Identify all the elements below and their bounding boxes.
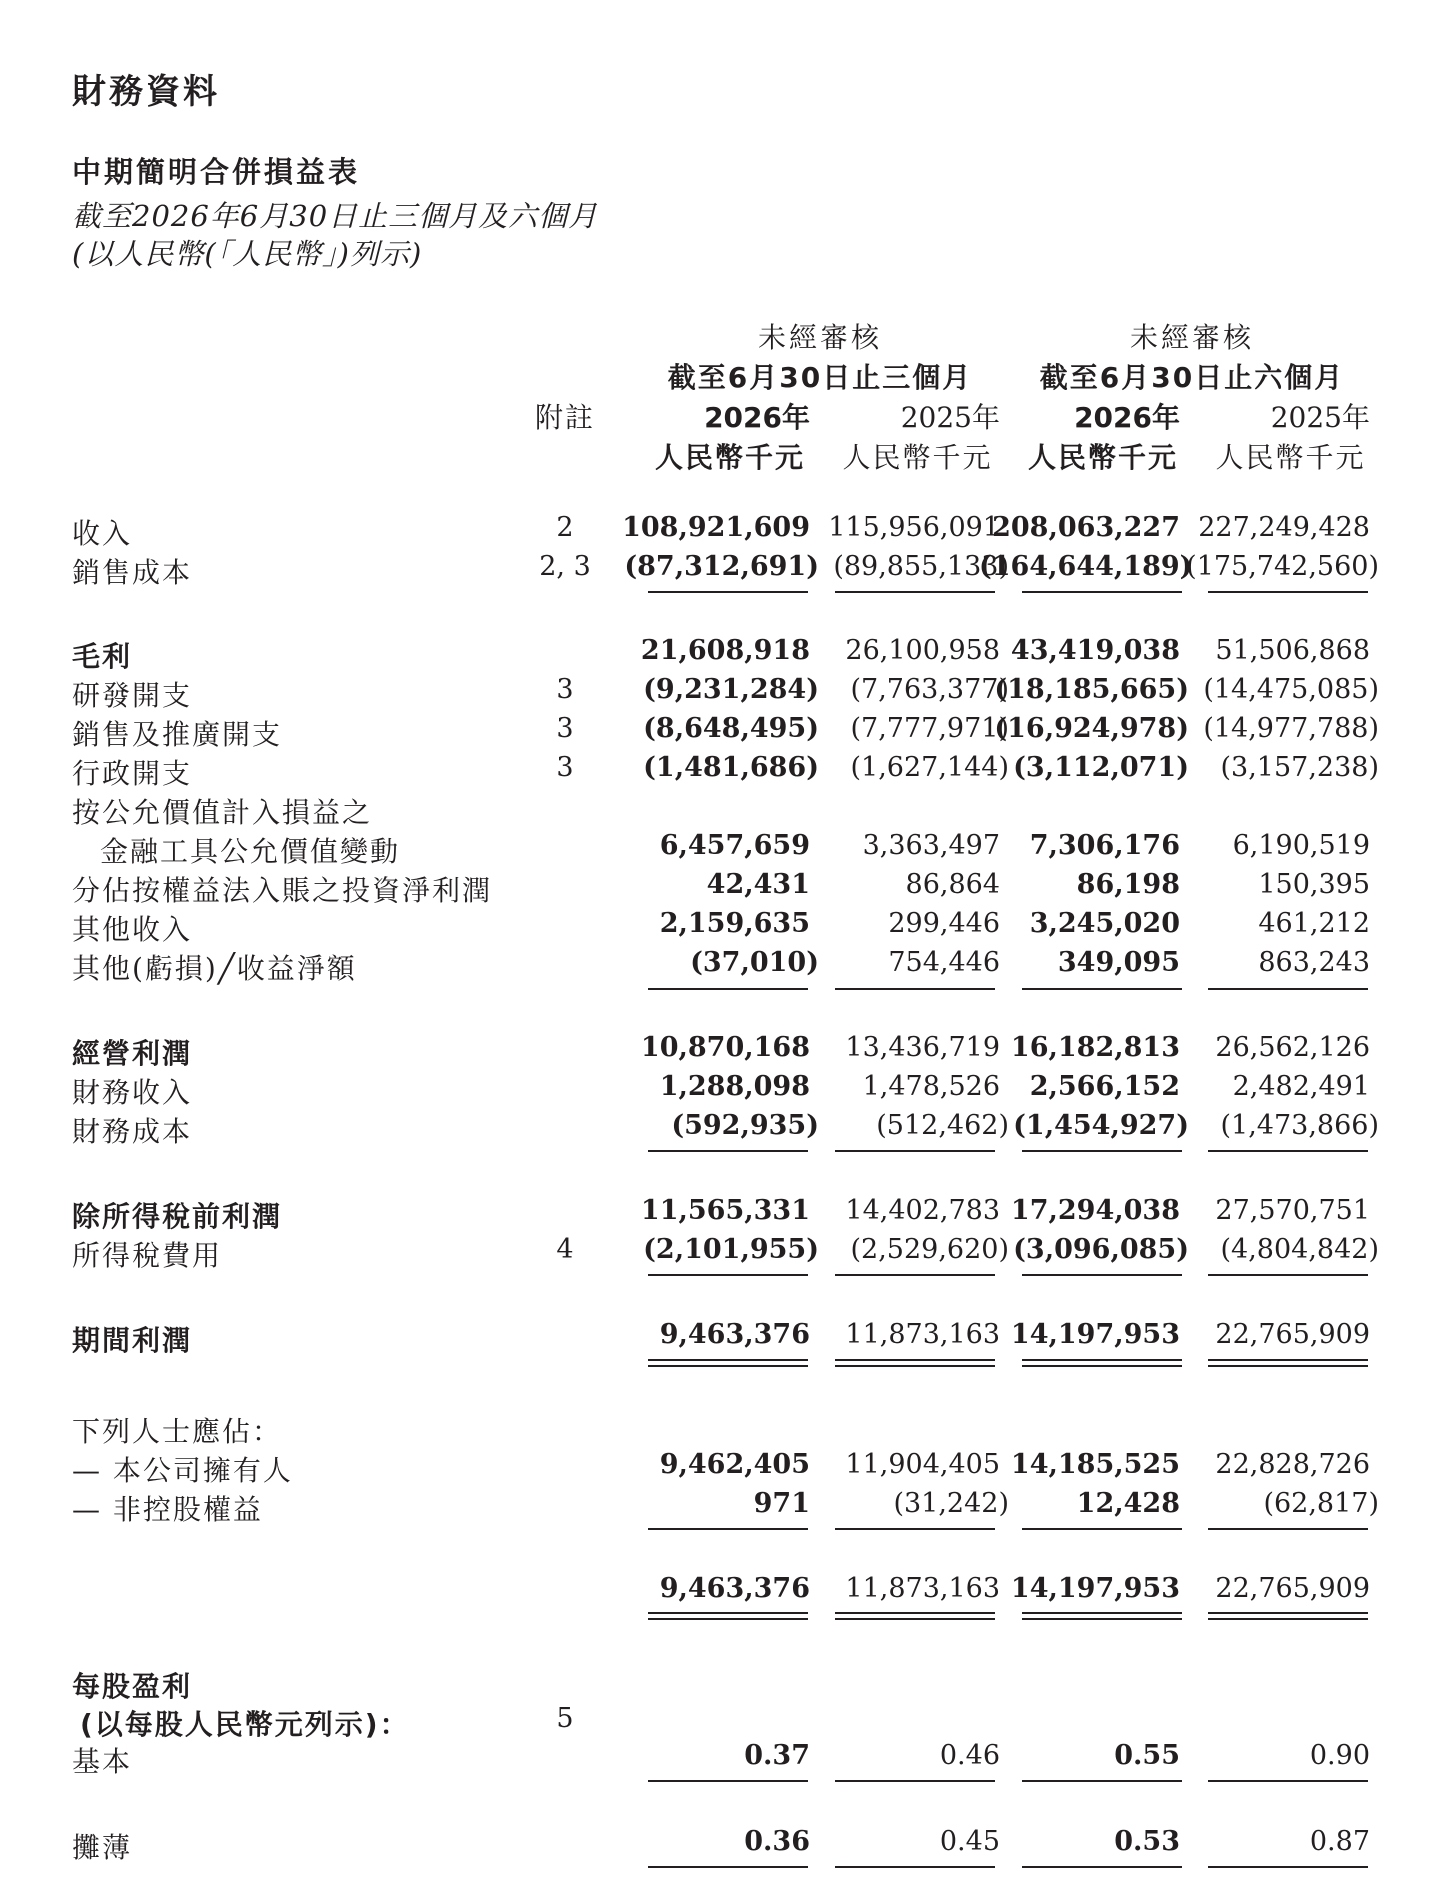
subtotal-rule — [648, 1150, 808, 1152]
value-6m-2025: 27,570,751 — [1215, 1195, 1370, 1226]
value-6m-2025: 461,212 — [1258, 908, 1370, 939]
row-other-gains — [0, 947, 1440, 983]
row-label: 除所得稅前利潤 — [72, 1200, 283, 1233]
row-label: 財務收入 — [72, 1076, 193, 1109]
subtotal-rule — [1022, 1150, 1182, 1152]
value-6m-2025: (62,817) — [1263, 1488, 1379, 1519]
row-label: 其他收入 — [72, 913, 193, 946]
value-3m-2025: (7,777,971) — [850, 713, 1009, 744]
total-rule — [835, 1359, 995, 1361]
period-header-3m: 截至6月30日止三個月 — [667, 361, 973, 394]
row-note: 3 — [556, 752, 574, 783]
subtotal-rule — [835, 591, 995, 593]
value-6m-2026: (16,924,978) — [994, 713, 1189, 744]
row-label: 行政開支 — [72, 757, 193, 790]
row-admin-expenses — [0, 752, 1440, 788]
value-3m-2025: 11,873,163 — [845, 1573, 1000, 1604]
period-header-6m: 截至6月30日止六個月 — [1039, 361, 1345, 394]
row-label: 銷售及推廣開支 — [72, 718, 283, 751]
row-label: 收入 — [72, 517, 133, 550]
value-6m-2026: 208,063,227 — [992, 512, 1180, 543]
value-3m-2025: 0.45 — [939, 1826, 1000, 1857]
subtotal-rule — [1208, 1274, 1368, 1276]
value-6m-2025: 6,190,519 — [1232, 830, 1370, 861]
subtotal-rule — [648, 988, 808, 990]
value-3m-2025: 1,478,526 — [862, 1071, 1000, 1102]
subtotal-rule — [835, 1150, 995, 1152]
value-6m-2025: 22,765,909 — [1215, 1573, 1370, 1604]
row-operating-profit — [0, 1032, 1440, 1068]
value-6m-2025: (14,475,085) — [1203, 674, 1379, 705]
row-note: 5 — [556, 1703, 574, 1734]
row-label: 銷售成本 — [72, 556, 193, 589]
row-label: (以每股人民幣元列示)： — [80, 1708, 410, 1741]
value-3m-2026: 108,921,609 — [622, 512, 810, 543]
row-label: 每股盈利 — [72, 1670, 193, 1703]
value-6m-2026: (3,112,071) — [1013, 752, 1189, 783]
value-3m-2025: (7,763,377) — [850, 674, 1009, 705]
value-3m-2026: (9,231,284) — [643, 674, 819, 705]
row-profit-for-period — [0, 1319, 1440, 1355]
row-revenue — [0, 512, 1440, 548]
row-label: 研發開支 — [72, 679, 193, 712]
total-rule — [1022, 1365, 1182, 1367]
total-rule — [648, 1612, 808, 1614]
row-equity-share — [0, 869, 1440, 905]
value-6m-2025: 0.87 — [1309, 1826, 1370, 1857]
value-3m-2025: 115,956,091 — [828, 512, 1000, 543]
value-6m-2025: 51,506,868 — [1215, 635, 1370, 666]
row-owners — [0, 1449, 1440, 1485]
note-header: 附註 — [534, 401, 595, 434]
value-6m-2026: 3,245,020 — [1029, 908, 1180, 939]
value-3m-2026: (37,010) — [690, 947, 819, 978]
value-6m-2026: (1,454,927) — [1013, 1110, 1189, 1141]
value-3m-2025: (512,462) — [876, 1110, 1009, 1141]
eps-rule — [1022, 1780, 1182, 1782]
row-label: 按公允價值計入損益之 — [72, 796, 373, 829]
value-3m-2026: (1,481,686) — [643, 752, 819, 783]
value-3m-2025: 11,904,405 — [845, 1449, 1000, 1480]
value-6m-2026: 17,294,038 — [1010, 1195, 1180, 1226]
row-label: 基本 — [72, 1745, 133, 1778]
row-label: 金融工具公允價值變動 — [100, 835, 401, 868]
statement-period: 截至2026年6月30日止三個月及六個月 — [72, 199, 599, 233]
total-rule — [835, 1612, 995, 1614]
audit-status-3m: 未經審核 — [757, 321, 882, 354]
value-3m-2026: 9,463,376 — [659, 1573, 810, 1604]
row-label: 分佔按權益法入賬之投資淨利潤 — [72, 874, 493, 907]
total-rule — [648, 1359, 808, 1361]
eps-rule — [648, 1866, 808, 1868]
subtotal-rule — [1022, 988, 1182, 990]
subtotal-rule — [1208, 988, 1368, 990]
row-note: 3 — [556, 674, 574, 705]
value-3m-2026: (2,101,955) — [643, 1234, 819, 1265]
value-6m-2026: 43,419,038 — [1010, 635, 1180, 666]
total-rule — [1208, 1359, 1368, 1361]
subtotal-rule — [1208, 591, 1368, 593]
eps-rule — [648, 1780, 808, 1782]
row-label: — 非控股權益 — [72, 1493, 263, 1526]
value-6m-2025: 227,249,428 — [1198, 512, 1370, 543]
row-eps-label — [0, 1665, 1440, 1701]
value-3m-2026: 10,870,168 — [640, 1032, 810, 1063]
value-6m-2026: 16,182,813 — [1010, 1032, 1180, 1063]
value-6m-2026: (164,644,189) — [979, 551, 1193, 582]
year-2026-6m: 2026年 — [1074, 401, 1180, 434]
subtotal-rule — [648, 1274, 808, 1276]
value-3m-2025: 3,363,497 — [862, 830, 1000, 861]
value-6m-2025: 150,395 — [1258, 869, 1370, 900]
subtotal-rule — [1208, 1150, 1368, 1152]
value-3m-2025: 0.46 — [939, 1740, 1000, 1771]
value-6m-2025: (175,742,560) — [1186, 551, 1379, 582]
year-2025-6m: 2025年 — [1270, 401, 1370, 434]
subtotal-rule — [835, 1274, 995, 1276]
row-attributable-label — [0, 1410, 1440, 1446]
value-3m-2026: 6,457,659 — [659, 830, 810, 861]
row-label: 下列人士應佔： — [72, 1415, 283, 1448]
total-rule — [835, 1618, 995, 1620]
row-label: 財務成本 — [72, 1115, 193, 1148]
row-finance-income — [0, 1071, 1440, 1107]
row-label: 其他(虧損)╱收益淨額 — [72, 952, 357, 985]
eps-rule — [1022, 1866, 1182, 1868]
value-6m-2025: (1,473,866) — [1220, 1110, 1379, 1141]
value-3m-2025: 754,446 — [888, 947, 1000, 978]
value-6m-2026: 14,197,953 — [1010, 1573, 1180, 1604]
row-fv-label — [0, 791, 1440, 827]
section-title: 財務資料 — [72, 72, 220, 112]
value-6m-2025: (14,977,788) — [1203, 713, 1379, 744]
value-3m-2026: 9,463,376 — [659, 1319, 810, 1350]
statement-title: 中期簡明合併損益表 — [72, 155, 361, 189]
row-eps-diluted — [0, 1826, 1440, 1862]
eps-rule — [835, 1780, 995, 1782]
total-rule — [1022, 1612, 1182, 1614]
value-3m-2026: 0.37 — [744, 1740, 810, 1771]
row-rd-expenses — [0, 674, 1440, 710]
value-6m-2026: 0.53 — [1114, 1826, 1180, 1857]
value-6m-2026: (18,185,665) — [994, 674, 1189, 705]
value-6m-2025: 863,243 — [1258, 947, 1370, 978]
row-finance-cost — [0, 1110, 1440, 1146]
value-6m-2025: 22,828,726 — [1215, 1449, 1370, 1480]
value-3m-2025: (2,529,620) — [850, 1234, 1009, 1265]
value-3m-2025: 14,402,783 — [845, 1195, 1000, 1226]
value-6m-2026: 86,198 — [1076, 869, 1180, 900]
value-3m-2025: 11,873,163 — [845, 1319, 1000, 1350]
row-profit-before-tax — [0, 1195, 1440, 1231]
value-3m-2025: (31,242) — [893, 1488, 1009, 1519]
value-6m-2026: 14,197,953 — [1010, 1319, 1180, 1350]
audit-status-6m: 未經審核 — [1129, 321, 1254, 354]
value-6m-2025: 2,482,491 — [1232, 1071, 1370, 1102]
value-6m-2025: 0.90 — [1309, 1740, 1370, 1771]
row-note: 2 — [556, 512, 574, 543]
unit-2026-3m: 人民幣千元 — [654, 441, 805, 474]
unit-2026-6m: 人民幣千元 — [1027, 441, 1178, 474]
value-6m-2026: (3,096,085) — [1013, 1234, 1189, 1265]
eps-rule — [1208, 1866, 1368, 1868]
row-other-income — [0, 908, 1440, 944]
value-3m-2026: (87,312,691) — [624, 551, 819, 582]
value-6m-2025: (3,157,238) — [1220, 752, 1379, 783]
value-3m-2025: 299,446 — [888, 908, 1000, 939]
value-3m-2026: 1,288,098 — [659, 1071, 810, 1102]
row-label: — 本公司擁有人 — [72, 1454, 293, 1487]
value-3m-2026: 21,608,918 — [640, 635, 810, 666]
row-total — [0, 1573, 1440, 1609]
row-cost-of-sales — [0, 551, 1440, 587]
row-note: 4 — [556, 1234, 574, 1265]
value-6m-2026: 2,566,152 — [1029, 1071, 1180, 1102]
total-rule — [1208, 1618, 1368, 1620]
row-income-tax — [0, 1234, 1440, 1270]
subtotal-rule — [1022, 1274, 1182, 1276]
total-rule — [1022, 1618, 1182, 1620]
value-6m-2026: 349,095 — [1057, 947, 1180, 978]
unit-2025-6m: 人民幣千元 — [1215, 441, 1366, 474]
subtotal-rule — [1022, 1528, 1182, 1530]
row-fv-change — [0, 830, 1440, 866]
row-label: 經營利潤 — [72, 1037, 193, 1070]
row-label: 期間利潤 — [72, 1324, 193, 1357]
value-3m-2026: (592,935) — [671, 1110, 819, 1141]
total-rule — [648, 1365, 808, 1367]
row-label: 所得稅費用 — [72, 1239, 223, 1272]
row-note: 3 — [556, 713, 574, 744]
eps-rule — [1208, 1780, 1368, 1782]
value-3m-2026: (8,648,495) — [643, 713, 819, 744]
year-2026-3m: 2026年 — [704, 401, 810, 434]
year-2025-3m: 2025年 — [900, 401, 1000, 434]
eps-rule — [835, 1866, 995, 1868]
value-6m-2025: 22,765,909 — [1215, 1319, 1370, 1350]
subtotal-rule — [835, 988, 995, 990]
subtotal-rule — [1022, 591, 1182, 593]
value-3m-2026: 971 — [753, 1488, 810, 1519]
subtotal-rule — [835, 1528, 995, 1530]
value-3m-2026: 2,159,635 — [659, 908, 810, 939]
currency-note: (以人民幣(「人民幣」)列示) — [72, 237, 423, 271]
row-eps-basic — [0, 1740, 1440, 1776]
total-rule — [835, 1365, 995, 1367]
row-note: 2, 3 — [539, 551, 591, 582]
row-selling-expenses — [0, 713, 1440, 749]
value-3m-2025: 13,436,719 — [845, 1032, 1000, 1063]
subtotal-rule — [648, 1528, 808, 1530]
value-3m-2026: 9,462,405 — [659, 1449, 810, 1480]
subtotal-rule — [1208, 1528, 1368, 1530]
subtotal-rule — [648, 591, 808, 593]
value-3m-2025: 86,864 — [905, 869, 1000, 900]
total-rule — [1022, 1359, 1182, 1361]
value-6m-2026: 14,185,525 — [1010, 1449, 1180, 1480]
unit-2025-3m: 人民幣千元 — [842, 441, 993, 474]
value-6m-2025: (4,804,842) — [1220, 1234, 1379, 1265]
row-eps-unit — [0, 1703, 1440, 1739]
value-6m-2025: 26,562,126 — [1215, 1032, 1370, 1063]
value-6m-2026: 12,428 — [1076, 1488, 1180, 1519]
row-label: 攤薄 — [72, 1831, 133, 1864]
total-rule — [1208, 1612, 1368, 1614]
value-3m-2026: 42,431 — [706, 869, 810, 900]
value-3m-2026: 11,565,331 — [640, 1195, 810, 1226]
value-6m-2026: 0.55 — [1114, 1740, 1180, 1771]
value-3m-2025: (89,855,133) — [833, 551, 1009, 582]
total-rule — [1208, 1365, 1368, 1367]
row-label: 毛利 — [72, 640, 133, 673]
row-gross-profit — [0, 635, 1440, 671]
total-rule — [648, 1618, 808, 1620]
value-3m-2025: (1,627,144) — [850, 752, 1009, 783]
value-3m-2026: 0.36 — [744, 1826, 810, 1857]
row-non-controlling — [0, 1488, 1440, 1524]
value-3m-2025: 26,100,958 — [845, 635, 1000, 666]
value-6m-2026: 7,306,176 — [1029, 830, 1180, 861]
